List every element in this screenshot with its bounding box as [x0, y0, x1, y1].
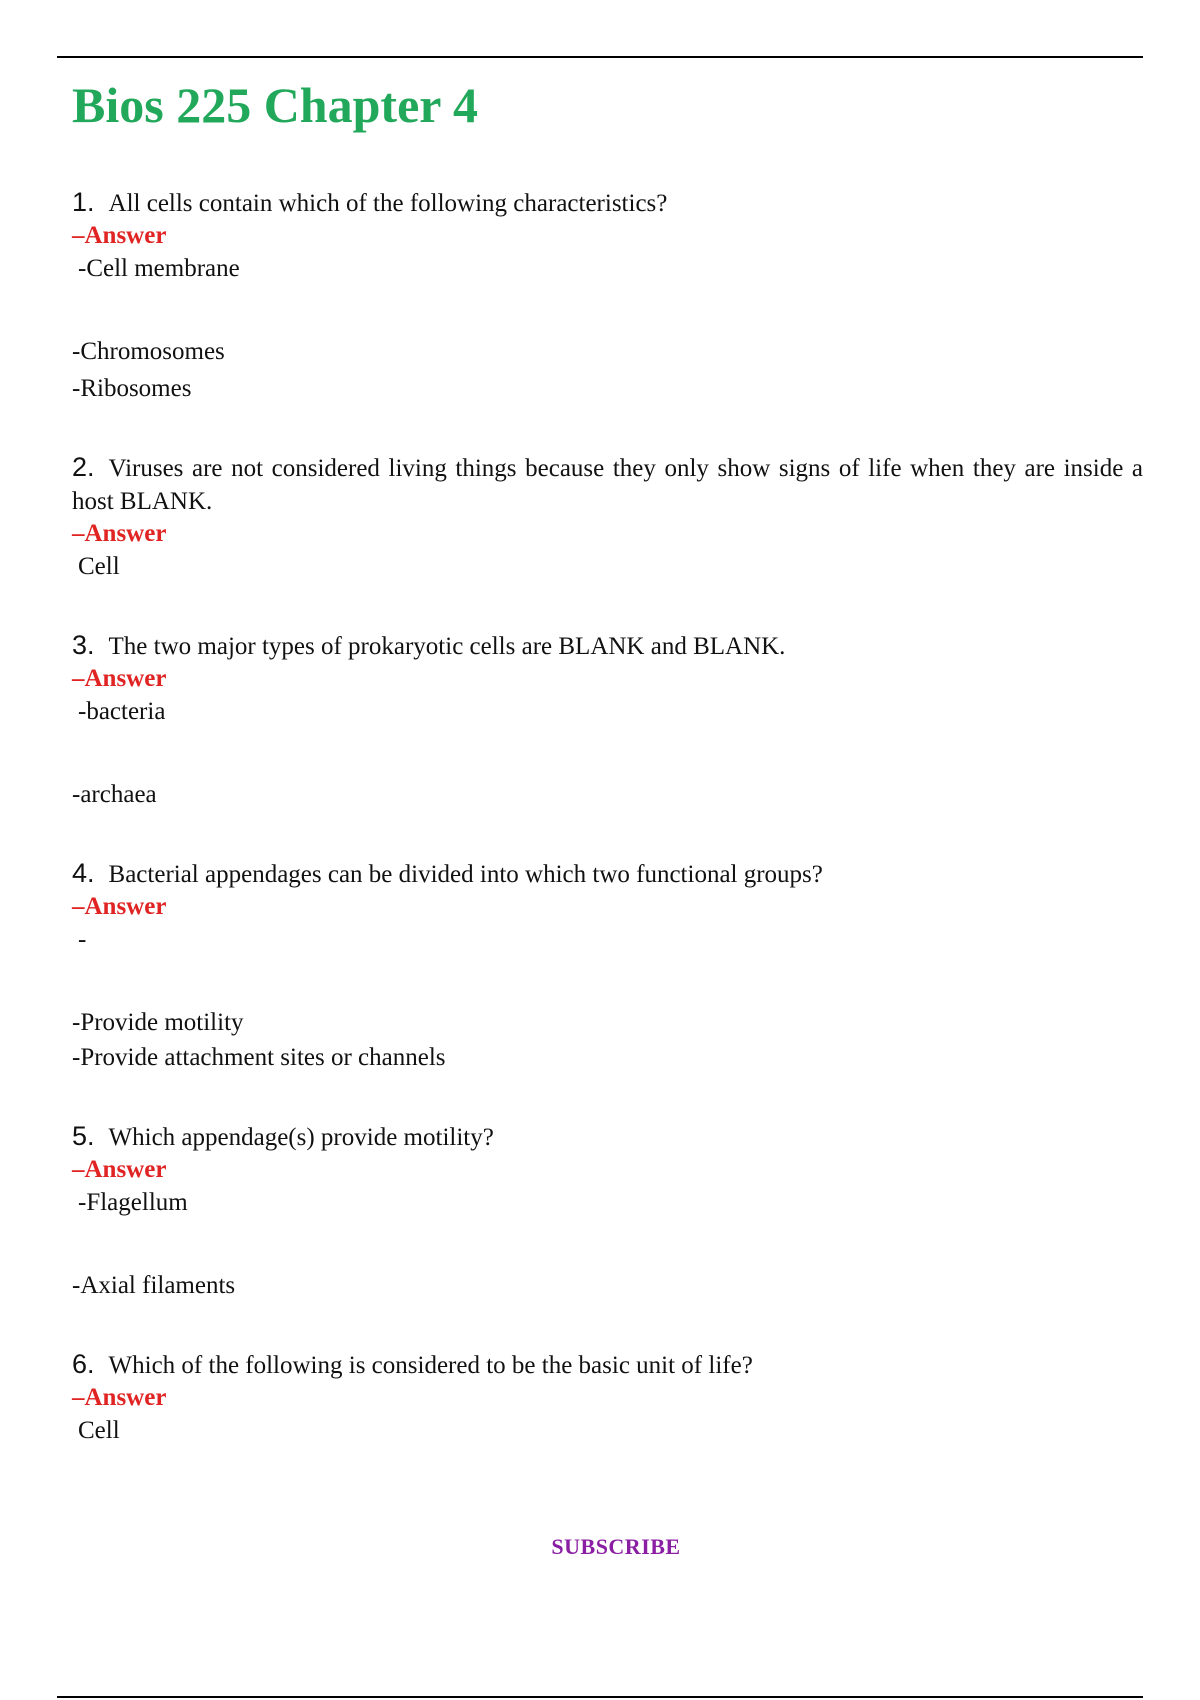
question-text	[72, 451, 1143, 518]
question-item	[72, 186, 1143, 405]
answer-line: -Flagellum	[78, 1189, 188, 1216]
answer-line: -Provide attachment sites or channels	[72, 1044, 446, 1071]
subscribe-link[interactable]: SUBSCRIBE	[551, 1534, 681, 1559]
question-item	[72, 1348, 1143, 1447]
answer-label: –Answer	[72, 665, 167, 692]
question-body: Which of the following is considered to be the basic unit of life?	[108, 1352, 753, 1379]
answer-line: -Axial filaments	[72, 1272, 236, 1299]
question-number: 3.	[72, 630, 95, 660]
answer-label: –Answer	[72, 893, 167, 920]
answer-label: –Answer	[72, 520, 167, 547]
question-number: 2.	[72, 452, 95, 482]
question-text	[72, 186, 1143, 220]
answer-label: –Answer	[72, 222, 167, 249]
answer-label: –Answer	[72, 1156, 167, 1183]
top-rule	[57, 56, 1143, 58]
bottom-rule	[57, 1696, 1143, 1698]
answer-line: -archaea	[72, 781, 157, 808]
question-text	[72, 1348, 1143, 1382]
question-number: 1.	[72, 187, 95, 217]
question-item	[72, 629, 1143, 811]
question-list	[72, 186, 1143, 1447]
question-text	[72, 857, 1143, 891]
answer-line: -bacteria	[78, 698, 166, 725]
question-item	[72, 451, 1143, 583]
question-item	[72, 1120, 1143, 1302]
answer-line: -Cell membrane	[78, 255, 240, 282]
question-body: The two major types of prokaryotic cells are BLANK and BLANK.	[108, 633, 786, 660]
question-body: Viruses are not considered living things because they only show signs of life when they are inside a host BLANK.	[72, 455, 1143, 515]
question-item	[72, 857, 1143, 1074]
answer-line: Cell	[78, 553, 120, 580]
answer-line: -	[78, 926, 87, 953]
question-number: 5.	[72, 1121, 95, 1151]
answer-line: Cell	[78, 1417, 120, 1444]
answer-line: -Provide motility	[72, 1009, 244, 1036]
answer-label: –Answer	[72, 1384, 167, 1411]
question-number: 4.	[72, 858, 95, 888]
page-title: Bios 225 Chapter 4	[72, 77, 479, 133]
answer-line: -Chromosomes	[72, 338, 225, 365]
question-body: Bacterial appendages can be divided into which two functional groups?	[108, 861, 823, 888]
question-body: Which appendage(s) provide motility?	[108, 1124, 494, 1151]
question-text	[72, 629, 1143, 663]
question-number: 6.	[72, 1349, 95, 1379]
question-body: All cells contain which of the following characteristics?	[108, 190, 668, 217]
question-text	[72, 1120, 1143, 1154]
answer-line: -Ribosomes	[72, 375, 192, 402]
